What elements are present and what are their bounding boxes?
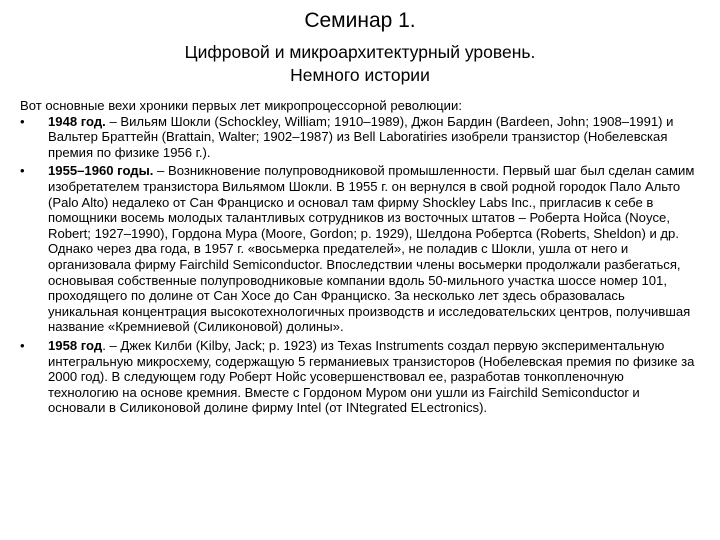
slide-body bbox=[20, 98, 696, 419]
bullet-icon: • bbox=[20, 163, 25, 179]
milestone-text: . – Джек Килби (Kilby, Jack; р. 1923) из Texas Instruments создал первую экспериментальную интегральную микросхему, содержащую 5 германиевых транзисторов (Нобелевская премия по физике за 2000 год). В следующем году Роберт Нойс усовершенствовал ее, разработав тонкопленочную технологию на основе кремния. Вместе с Гордоном Муром они ушли из Fairchild Semiconductor и основали в Силиконовой долине фирму Intel (от INtegrated ELectronics). bbox=[48, 337, 695, 416]
list-item bbox=[20, 338, 696, 416]
subtitle-line-1: Цифровой и микроархитектурный уровень. bbox=[184, 42, 536, 62]
milestone-text: – Вильям Шокли (Schockley, William; 1910–1989), Джон Бардин (Bardeen, John; 1908–1991) и Вальтер Браттейн (Brattain, Walter; 1902–1987) из Bell Laboratiries изобрели транзистор (Нобелевская премия по физике 1956 г.). bbox=[48, 113, 674, 160]
milestone-list bbox=[20, 114, 696, 416]
bullet-icon: • bbox=[20, 337, 25, 353]
subtitle-line-2: Немного истории bbox=[290, 65, 430, 85]
milestone-text: – Возникновение полупроводниковой промышленности. Первый шаг был сделан самим изобретателем транзистора Вильямом Шокли. В 1955 г. он вернулся в свой родной городок Пало Альто (Palo Alto) недалеко от Сан Франциско и основал там фирму Shockley Labs Inc., пригласив к себе в помощники восемь молодых талантливых сотрудников из восточных штатов – Роберта Нойса (Noyce, Robert; 1927–1990), Гордона Мура (Moore, Gordon; р. 1929), Шелдона Робертса (Roberts, Sheldon) и др. Однако через два года, в 1957 г. «восьмерка предателей», не поладив с Шокли, ушла от него и организовала фирму Fairchild Semiconductor. Впоследствии члены восьмерки продолжали разбегаться, основывая собственные полупроводниковые компании вдоль 50-мильного участка шоссе номер 101, проходящего по долине от Сан Хосе до Сан Франциско. За несколько лет здесь образовалась уникальная концентрация высокотехнологичных производств и исследовательских центров, получившая название «Кремниевой (Силиконовой) долины». bbox=[48, 163, 695, 335]
milestone-year: 1958 год bbox=[48, 337, 103, 353]
milestone-year: 1948 год. bbox=[48, 113, 106, 129]
list-item bbox=[20, 163, 696, 335]
milestone-year: 1955–1960 годы. bbox=[48, 163, 154, 179]
bullet-icon: • bbox=[20, 113, 25, 129]
slide-title: Семинар 1. bbox=[304, 9, 416, 32]
slide-subtitle bbox=[60, 41, 660, 87]
list-item bbox=[20, 114, 696, 161]
intro-text: Вот основные вехи хроники первых лет микропроцессорной революции: bbox=[20, 98, 462, 113]
